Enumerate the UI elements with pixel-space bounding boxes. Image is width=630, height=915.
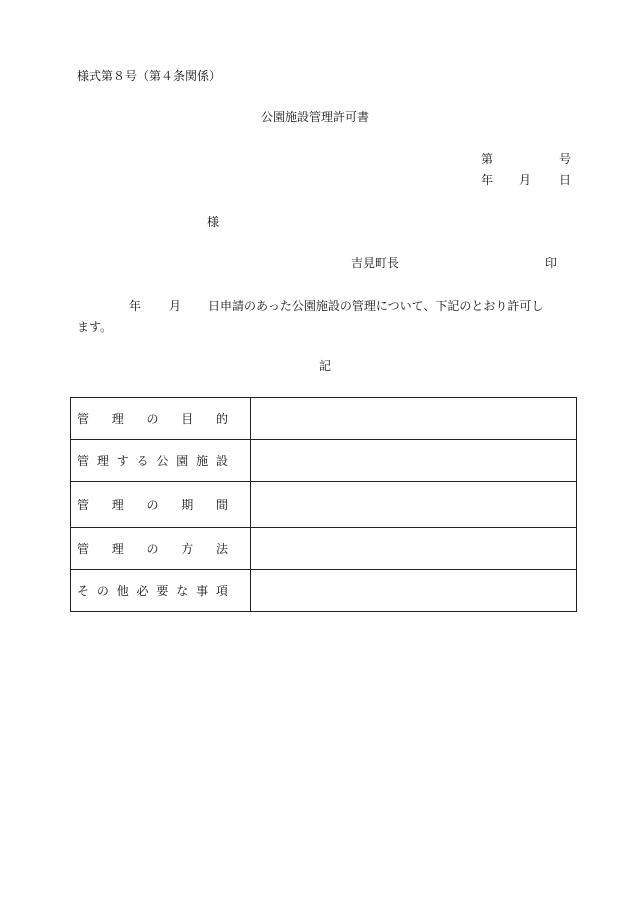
- recipient-honorific: 様: [207, 215, 220, 229]
- row-label-text: [77, 410, 228, 427]
- row-label-char: 管: [77, 542, 90, 556]
- row-label-char: 管: [77, 498, 90, 512]
- table-row: [71, 398, 577, 440]
- row-label: [71, 482, 251, 528]
- row-label-char: 目: [181, 412, 194, 426]
- row-label-char: 公: [156, 454, 169, 468]
- body-month-label: 月: [169, 299, 182, 313]
- section-mark: 記: [318, 359, 331, 373]
- form-number: 様式第８号（第４条関係）: [77, 69, 222, 83]
- body-text-line2: ます。: [77, 320, 113, 334]
- row-label-char: な: [176, 584, 189, 598]
- row-value-field[interactable]: [251, 440, 577, 482]
- table-row: [71, 440, 577, 482]
- row-label-char: 管: [77, 454, 90, 468]
- row-label-text: [77, 582, 228, 599]
- row-label-char: 法: [215, 542, 228, 556]
- row-value-field[interactable]: [251, 482, 577, 528]
- row-label-char: る: [136, 454, 149, 468]
- row-label-char: の: [96, 584, 109, 598]
- issuer-name: 吉見町長: [351, 256, 400, 270]
- row-label-char: 理: [111, 498, 124, 512]
- row-label-text: [77, 540, 228, 557]
- row-label-char: 他: [116, 584, 129, 598]
- table-row: [71, 528, 577, 570]
- row-label-char: 理: [111, 412, 124, 426]
- row-label-char: 理: [96, 454, 109, 468]
- date-month-label: 月: [519, 173, 532, 187]
- body-paragraph: [77, 296, 577, 338]
- row-label-char: 要: [156, 584, 169, 598]
- row-label-char: の: [146, 412, 159, 426]
- row-label-char: の: [146, 498, 159, 512]
- row-label-char: そ: [77, 584, 90, 598]
- row-value-field[interactable]: [251, 528, 577, 570]
- row-label: [71, 570, 251, 612]
- row-label-text: [77, 496, 228, 513]
- row-value-field[interactable]: [251, 398, 577, 440]
- date-day-label: 日: [559, 173, 572, 187]
- document-number-suffix: 号: [559, 152, 572, 166]
- table-row: [71, 570, 577, 612]
- row-label-char: 設: [215, 454, 228, 468]
- row-label-char: 施: [196, 454, 209, 468]
- body-text-line1: 日申請のあった公園施設の管理について、下記のとおり許可し: [208, 299, 544, 313]
- document-title: 公園施設管理許可書: [260, 110, 369, 124]
- row-label: [71, 440, 251, 482]
- body-year-label: 年: [129, 299, 142, 313]
- row-label-char: 項: [215, 584, 228, 598]
- items-table: [70, 397, 577, 612]
- row-label-char: 理: [111, 542, 124, 556]
- row-value-field[interactable]: [251, 570, 577, 612]
- row-label-char: 必: [136, 584, 149, 598]
- row-label: [71, 398, 251, 440]
- row-label-char: の: [146, 542, 159, 556]
- table-row: [71, 482, 577, 528]
- row-label-char: 的: [215, 412, 228, 426]
- row-label-char: 期: [181, 498, 194, 512]
- row-label-char: す: [116, 454, 129, 468]
- date-year-label: 年: [481, 173, 494, 187]
- row-label: [71, 528, 251, 570]
- document-number-prefix: 第: [481, 152, 494, 166]
- row-label-char: 方: [181, 542, 194, 556]
- row-label-char: 園: [176, 454, 189, 468]
- seal-mark: 印: [545, 256, 558, 270]
- row-label-char: 間: [215, 498, 228, 512]
- row-label-text: [77, 452, 228, 469]
- row-label-char: 管: [77, 412, 90, 426]
- row-label-char: 事: [196, 584, 209, 598]
